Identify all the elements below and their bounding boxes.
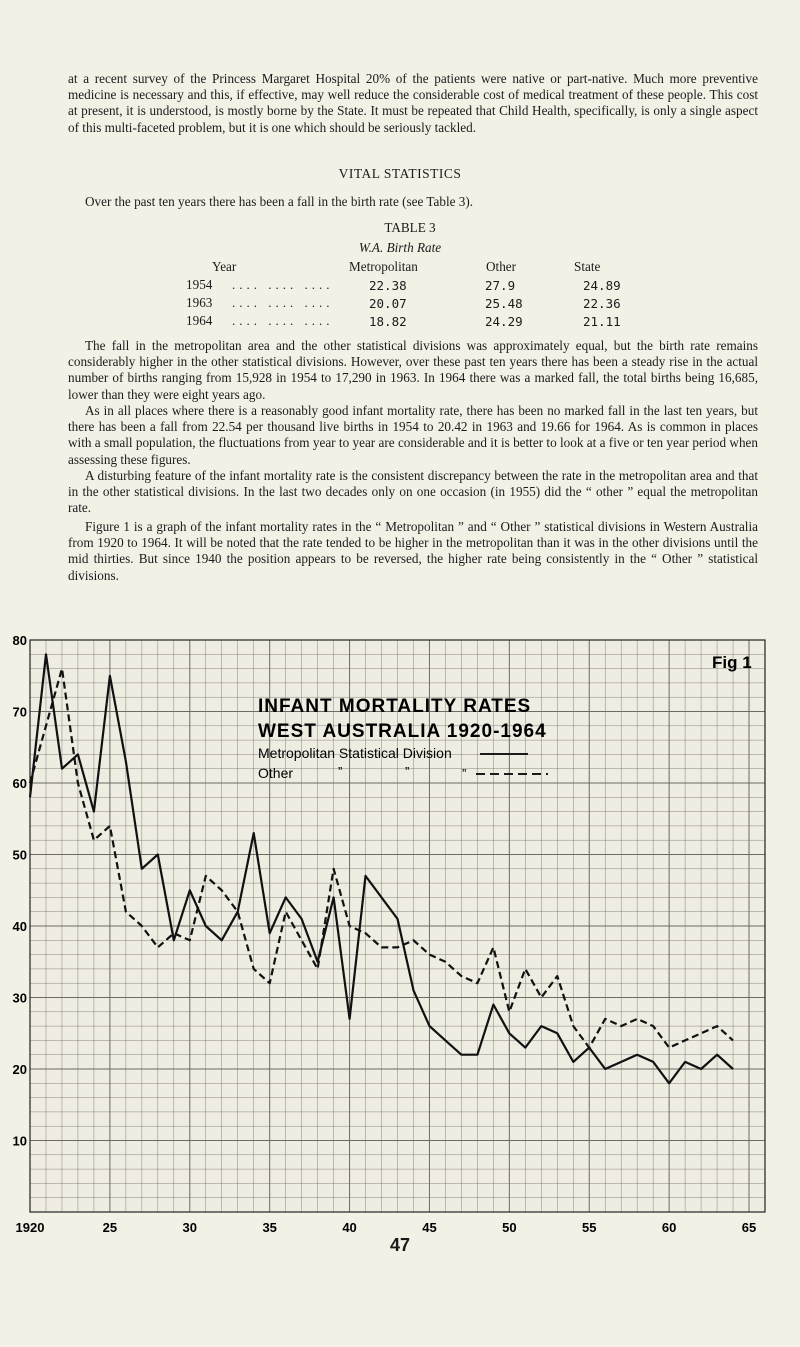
table-cell-other: 24.29 xyxy=(485,314,523,329)
x-tick-label: 50 xyxy=(502,1220,517,1235)
table-cell-year: 1964 xyxy=(186,313,213,328)
paragraph-survey: at a recent survey of the Princess Margaret Hospital 20% of the patients were native or part-native. Much more preventive medicine is necessary and this, if effective, may well reduce the considerable cost of medical treatment of these people. This cost at present, it is understood, is mostly borne by the State. It must be repeated that Child Health, specifically, is only a single aspect of this multi-faceted problem, but it is one which should be seriously tackled. xyxy=(68,71,758,135)
chart-title-line2: WEST AUSTRALIA 1920-1964 xyxy=(258,721,547,742)
x-tick-label: 45 xyxy=(422,1220,437,1235)
table-dots: .... .... .... xyxy=(232,313,334,328)
paragraph-birth-rate-intro: Over the past ten years there has been a fall in the birth rate (see Table 3). xyxy=(85,194,474,209)
y-tick-label: 70 xyxy=(12,704,27,720)
table-cell-state: 21.11 xyxy=(583,314,621,329)
x-tick-label: 35 xyxy=(262,1220,277,1235)
table-cell-other: 27.9 xyxy=(485,278,516,293)
table-cell-metro: 22.38 xyxy=(369,278,407,293)
section-heading: VITAL STATISTICS xyxy=(338,166,462,181)
legend-label-other: Other xyxy=(258,765,294,781)
y-tick-label: 20 xyxy=(12,1062,27,1077)
y-tick-label: 60 xyxy=(12,776,27,791)
x-tick-label: 25 xyxy=(102,1220,118,1235)
x-tick-label: 40 xyxy=(342,1220,357,1235)
paragraph-figure-description: Figure 1 is a graph of the infant mortality rates in the “ Metropolitan ” and “ Other ” statistical divisions in Western Australia from 1920 to 1964. It will be noted that the rate tended to be higher in the metropolitan than it was in the other divisions until the mid thirties. But since 1940 the position appears to be reversed, the higher rate being consistently in the “ Other ” statistical divisions. xyxy=(68,519,758,583)
y-tick-label: 30 xyxy=(12,990,27,1006)
table-cell-state: 22.36 xyxy=(583,296,621,311)
x-tick-label: 30 xyxy=(182,1220,198,1235)
legend-ditto-mark: ” xyxy=(462,766,467,781)
table-cell-year: 1963 xyxy=(186,295,213,310)
table-cell-metro: 20.07 xyxy=(369,296,407,311)
x-tick-label: 55 xyxy=(582,1220,597,1235)
chart-x-ticks xyxy=(16,1220,757,1235)
table-dots: .... .... .... xyxy=(232,277,334,292)
chart-title-line1: INFANT MORTALITY RATES xyxy=(258,696,532,717)
infant-mortality-chart xyxy=(0,598,800,1238)
table-subtitle: W.A. Birth Rate xyxy=(358,240,442,255)
figure-label: Fig 1 xyxy=(712,653,752,672)
legend-label-metropolitan: Metropolitan Statistical Division xyxy=(258,745,452,761)
y-tick-label: 40 xyxy=(12,919,27,934)
page-number: 47 xyxy=(389,1235,411,1255)
x-tick-label: 60 xyxy=(661,1220,677,1235)
y-tick-label: 80 xyxy=(12,633,27,648)
y-tick-label: 50 xyxy=(12,847,27,863)
table-header-other: Other xyxy=(486,259,517,274)
table-title: TABLE 3 xyxy=(384,220,436,235)
chart-y-ticks xyxy=(13,633,27,1149)
table-cell-year: 1954 xyxy=(186,277,213,292)
table-header-year: Year xyxy=(212,259,237,274)
y-tick-label: 10 xyxy=(12,1133,27,1149)
table-cell-metro: 18.82 xyxy=(369,314,407,329)
x-tick-label: 65 xyxy=(741,1220,757,1235)
table-cell-other: 25.48 xyxy=(485,296,523,311)
table-header-state: State xyxy=(574,259,601,274)
paragraph-infant-mortality: As in all places where there is a reasonably good infant mortality rate, there has been no marked fall in the last ten years, but there has been a fall from 22.54 per thousand live births in 1954 to 20.42 in 1963 and 19.66 for 1964. As is common in places with a small population, the fluctuations from year to year are considerable and it is better to look at a five or ten year period when assessing these figures. xyxy=(68,403,758,467)
table-dots: .... .... .... xyxy=(232,295,334,310)
legend-ditto-mark: ” xyxy=(405,764,410,779)
table-cell-state: 24.89 xyxy=(583,278,621,293)
table-header-metropolitan: Metropolitan xyxy=(349,259,418,274)
paragraph-fall-metropolitan: The fall in the metropolitan area and the other statistical divisions was approximately equal, but the birth rate remains considerably higher in the other statistical divisions. However, over these past ten years there has been a steady rise in the actual number of births ranging from 15,928 in 1954 to 17,290 in 1963. In 1964 there was a marked fall, the total births being 16,685, lower than they were eight years ago. xyxy=(68,338,758,402)
legend-ditto-mark: ” xyxy=(338,764,343,779)
x-tick-label: 1920 xyxy=(15,1220,45,1235)
paragraph-discrepancy: A disturbing feature of the infant mortality rate is the consistent discrepancy between the rate in the metropolitan area and that in the other statistical divisions. In the last two decades only on one occasion (in 1955) did the “ other ” equal the metropolitan rate. xyxy=(68,468,758,516)
